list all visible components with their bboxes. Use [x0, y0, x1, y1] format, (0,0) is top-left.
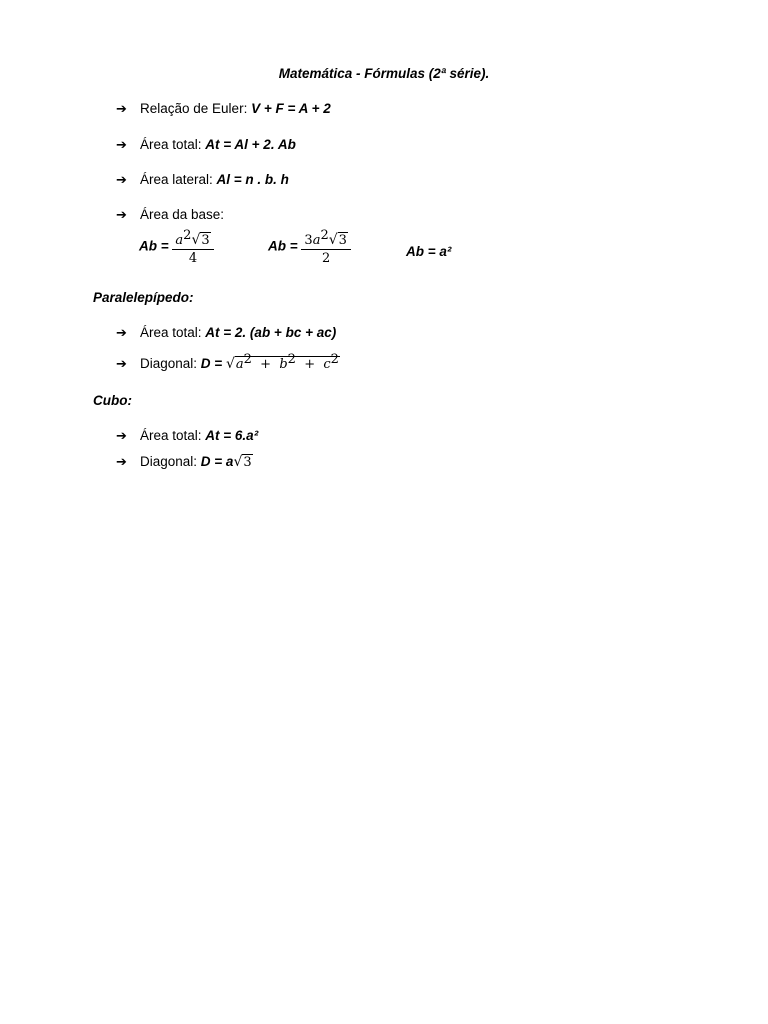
- area-total-label: Área total:: [140, 325, 206, 340]
- diagonal-lhs: D =: [200, 356, 226, 371]
- page-title: Matemática - Fórmulas (2ª série).: [278, 66, 490, 81]
- base-formula-2: [268, 228, 351, 266]
- area-total-formula: At = Al + 2. Ab: [205, 137, 296, 152]
- formula-lhs: Ab =: [268, 238, 298, 254]
- section-heading-paralelepipedo: Paralelepípedo:: [93, 290, 194, 305]
- diagonal-root: $√a^2 + b^2 + c^2$: [225, 352, 339, 372]
- sqrt-icon: √: [225, 356, 235, 372]
- diagonal-lhs: D = a: [200, 454, 234, 469]
- arrow-icon: ➔: [116, 138, 127, 153]
- list-item-area-lateral: [116, 172, 289, 188]
- list-item-euler: [116, 101, 331, 117]
- formula-rhs: a²: [439, 244, 452, 259]
- arrow-icon: ➔: [116, 326, 127, 341]
- fraction: $\frac{3a^2√3}{2}$: [301, 228, 351, 266]
- formula-lhs: Ab =: [139, 238, 169, 254]
- sqrt-icon: √: [328, 232, 338, 248]
- area-lateral-label: Área lateral:: [140, 172, 217, 187]
- sqrt-icon: √: [233, 454, 243, 470]
- arrow-icon: ➔: [116, 208, 127, 223]
- diagonal-label: Diagonal:: [140, 454, 201, 469]
- area-total-formula: At = 2. (ab + bc + ac): [205, 325, 337, 340]
- area-base-label: Área da base:: [140, 207, 225, 222]
- area-lateral-formula: Al = n . b. h: [216, 172, 289, 187]
- arrow-icon: ➔: [116, 357, 127, 372]
- euler-label: Relação de Euler:: [140, 101, 252, 116]
- diagonal-label: Diagonal:: [140, 356, 201, 371]
- sqrt-icon: √: [191, 232, 201, 248]
- area-total-label: Área total:: [140, 137, 206, 152]
- formula-lhs: Ab =: [406, 244, 440, 259]
- area-total-label: Área total:: [140, 428, 206, 443]
- list-item-cubo-area: [116, 428, 258, 444]
- fraction: $\frac{a^2√3}{4}$: [172, 228, 213, 266]
- arrow-icon: ➔: [116, 173, 127, 188]
- list-item-paralelepipedo-area: [116, 325, 336, 341]
- diagonal-root: √3: [233, 454, 252, 470]
- list-item-area-total: [116, 137, 296, 153]
- list-item-paralelepipedo-diagonal: [116, 352, 340, 372]
- base-formula-3: [406, 244, 451, 259]
- arrow-icon: ➔: [116, 455, 127, 470]
- section-heading-cubo: Cubo:: [93, 393, 132, 408]
- list-item-area-base: [116, 207, 224, 223]
- arrow-icon: ➔: [116, 429, 127, 444]
- area-total-formula: At = 6.a²: [205, 428, 259, 443]
- list-item-cubo-diagonal: [116, 454, 253, 470]
- arrow-icon: ➔: [116, 102, 127, 117]
- base-formula-1: [139, 228, 214, 266]
- euler-formula: V + F = A + 2: [251, 101, 331, 116]
